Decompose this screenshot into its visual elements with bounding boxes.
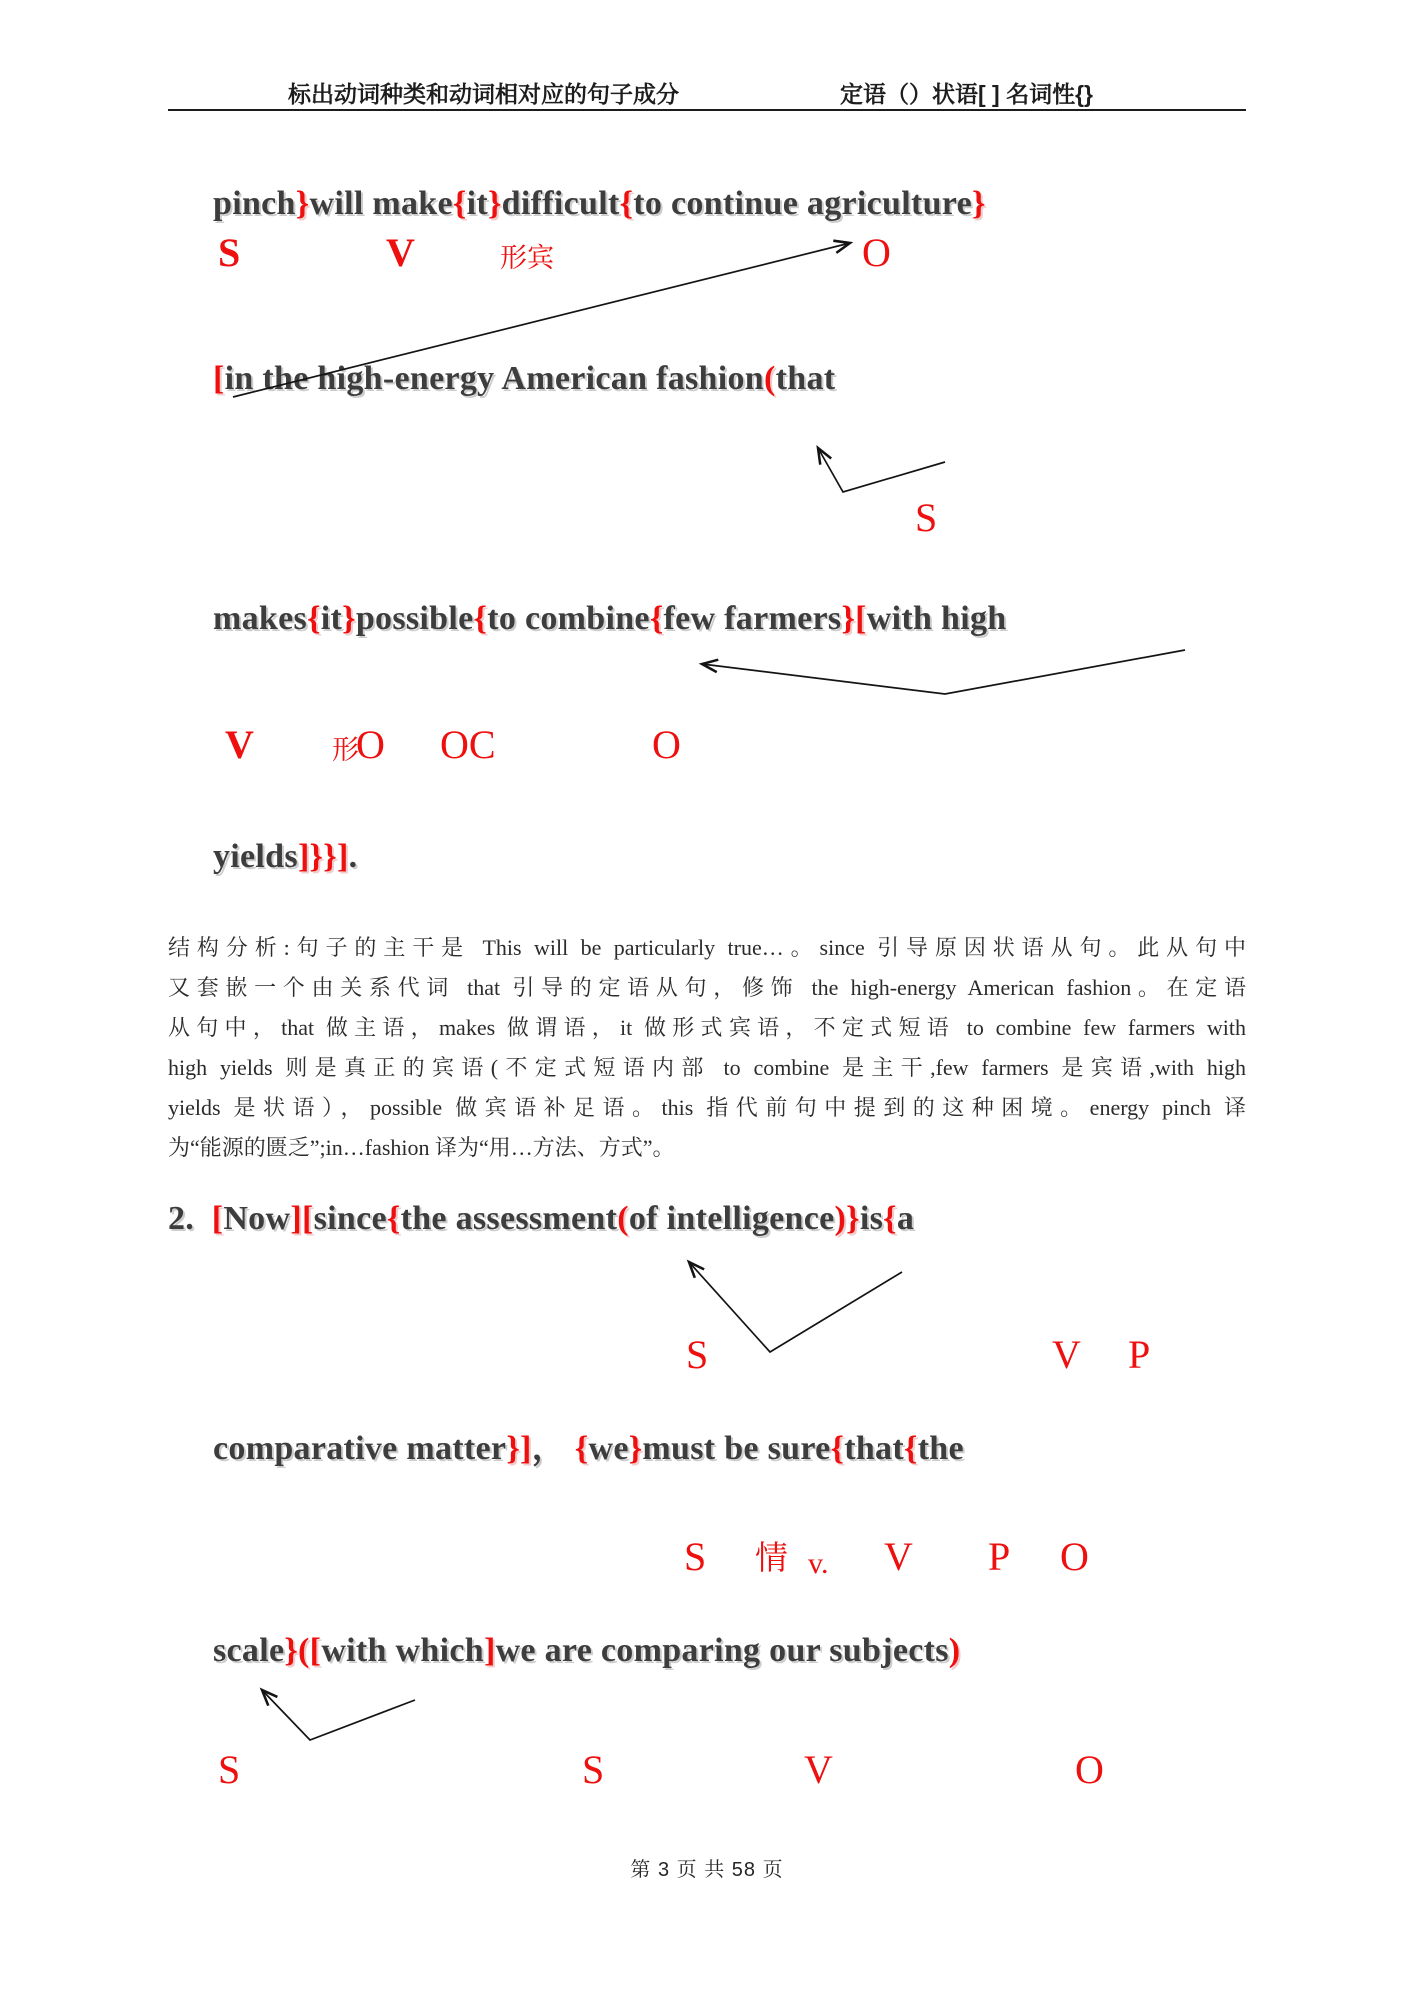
bracket-annotation: { (830, 1430, 845, 1467)
sentence-text: . (348, 838, 358, 875)
arrow-to-assessment (689, 1262, 902, 1352)
bracket-annotation: ( (764, 360, 776, 397)
label-clause-subject: S (915, 495, 938, 540)
bracket-annotation: } (628, 1430, 643, 1467)
sentence-text: possible (355, 600, 474, 637)
bracket-annotation: { (883, 1200, 897, 1237)
label-object: O (1060, 1534, 1089, 1579)
sentence-text: that (775, 360, 836, 397)
label-subject: S (582, 1747, 605, 1792)
header-left-title: 标出动词种类和动词相对应的句子成分 (288, 81, 679, 107)
bracket-annotation: { (649, 600, 664, 637)
label-object: O (356, 722, 385, 767)
sentence-text: 2. (168, 1200, 212, 1237)
label-object-complement: OC (440, 722, 496, 767)
sentence-text: comparative matter (213, 1430, 507, 1467)
label-verb: V (1052, 1332, 1081, 1377)
sentence-text: pinch (213, 185, 296, 222)
sentence-text: the assessment (400, 1200, 618, 1237)
label-verb: V (804, 1747, 833, 1792)
bracket-annotation: } (487, 185, 502, 222)
bracket-annotation: } (971, 185, 986, 222)
header-right-legend: 定语（）状语[ ] 名词性{} (840, 81, 1093, 107)
sentence-line-scale (213, 1632, 960, 1670)
sentence-line-fashion (213, 360, 835, 398)
sentence-text: difficult (501, 185, 620, 222)
analysis-line: 又套嵌一个由关系代词 that 引导的定语从句，修饰 the high-energy American fashion。在定语 (168, 975, 1246, 1000)
bracket-annotation: ][ (290, 1200, 314, 1237)
sentence-text: with high (866, 600, 1007, 637)
bracket-annotation: } (295, 185, 310, 222)
bracket-annotation: { (386, 1200, 401, 1237)
sentence-text: to combine (487, 600, 650, 637)
bracket-annotation: { (307, 600, 321, 637)
label-subject: S (684, 1534, 707, 1579)
bracket-annotation: [ (855, 600, 867, 637)
label-modal-v: v. (808, 1547, 829, 1580)
label-subject: S (686, 1332, 709, 1377)
bracket-annotation: [ (213, 360, 225, 397)
sentence-line-yields (213, 838, 357, 876)
bracket-annotation: ( (617, 1200, 629, 1237)
label-object: O (862, 230, 891, 275)
analysis-line: 从句中，that 做主语，makes 做谓语，it 做形式宾语，不定式短语 to combine few farmers with (168, 1015, 1246, 1040)
sentence-text: Now (223, 1200, 291, 1237)
sentence-text: of intelligence (628, 1200, 835, 1237)
label-subject: S (218, 1747, 241, 1792)
sentence-text: ， (531, 1430, 575, 1467)
label-verb: V (225, 722, 254, 767)
sentence-line-now-since (168, 1200, 914, 1238)
label-predicative: P (988, 1534, 1011, 1579)
bracket-annotation: ]}}] (297, 838, 349, 875)
label-verb: V (386, 230, 415, 275)
label-modal: 情 (755, 1541, 788, 1577)
sentence-text: makes (213, 600, 308, 637)
sentence-text: a (896, 1200, 915, 1237)
sentence-text: the (917, 1430, 964, 1467)
page-number: 第 3 页 共 58 页 (630, 1859, 784, 1881)
arrow-to-combine (702, 650, 1185, 694)
sentence-text: will make (309, 185, 453, 222)
bracket-annotation: )} (834, 1200, 860, 1237)
label-formal-object: 形宾 (500, 243, 554, 273)
sentence-line-pinch (213, 185, 986, 223)
analysis-line: high yields 则是真正的宾语(不定式短语内部 to combine 是主干,few farmers 是宾语,with high (168, 1055, 1246, 1080)
sentence-text: is (859, 1200, 884, 1237)
bracket-annotation: ) (948, 1632, 961, 1669)
sentence-text: it (466, 185, 488, 222)
bracket-annotation: ] (483, 1632, 496, 1669)
arrow-to-fashion (818, 448, 945, 492)
label-object: O (652, 722, 681, 767)
sentence-text: must be sure (642, 1430, 831, 1467)
bracket-annotation: { (452, 185, 467, 222)
header-rule (168, 109, 1246, 111)
bracket-annotation: }([ (284, 1632, 322, 1669)
sentence-text: yields (213, 838, 298, 875)
bracket-annotation: }] (506, 1430, 532, 1467)
bracket-annotation: } (342, 600, 356, 637)
sentence-text: in the high-energy American fashion (224, 360, 765, 397)
sentence-text: few farmers (663, 600, 842, 637)
sentence-text: we are comparing our subjects (495, 1632, 949, 1669)
analysis-line: yields 是状语），possible 做宾语补足语。this 指代前句中提到的这种困境。energy pinch 译 (168, 1095, 1246, 1120)
analysis-line: 为“能源的匮乏”;in…fashion 译为“用…方法、方式”。 (168, 1135, 675, 1160)
bracket-annotation: } (841, 600, 856, 637)
label-object: O (1075, 1747, 1104, 1792)
structure-analysis-paragraph (168, 928, 1246, 1168)
sentence-text: that (844, 1430, 904, 1467)
sentence-line-makes (213, 600, 1006, 638)
label-verb: V (884, 1534, 913, 1579)
label-subject: S (218, 230, 241, 275)
sentence-line-comparative (213, 1420, 964, 1469)
analysis-line: 结构分析:句子的主干是 This will be particularly true…。since 引导原因状语从句。此从句中 (168, 935, 1246, 960)
bracket-annotation: [ (211, 1200, 224, 1237)
arrow-to-scale (262, 1690, 415, 1740)
sentence-text: we (588, 1430, 629, 1467)
bracket-annotation: { (619, 185, 634, 222)
bracket-annotation: { (574, 1430, 589, 1467)
bracket-annotation: { (473, 600, 488, 637)
sentence-text: since (313, 1200, 387, 1237)
sentence-text: to continue agriculture (633, 185, 972, 222)
sentence-text: scale (213, 1632, 285, 1669)
bracket-annotation: { (903, 1430, 918, 1467)
label-predicative: P (1128, 1332, 1151, 1377)
sentence-text: with which (321, 1632, 484, 1669)
label-formal: 形 (332, 735, 359, 765)
sentence-text: it (320, 600, 343, 637)
